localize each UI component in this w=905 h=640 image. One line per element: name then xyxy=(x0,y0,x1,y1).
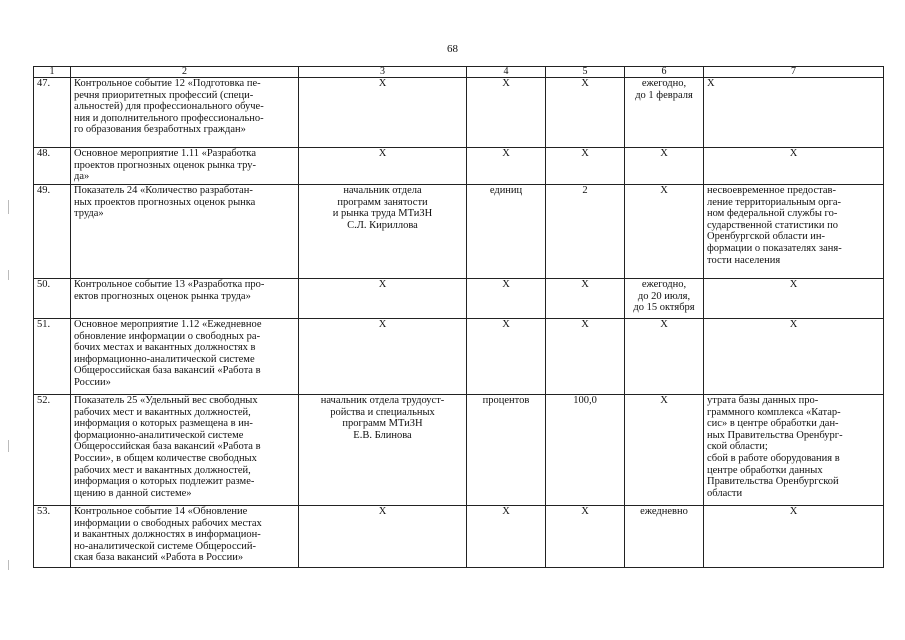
row-value: X xyxy=(546,279,625,319)
table-row xyxy=(34,395,884,506)
header-col-7: 7 xyxy=(704,67,884,78)
row-deadline: X xyxy=(625,319,704,395)
row-deadline: ежегодно, до 20 июля, до 15 октября xyxy=(625,279,704,319)
row-unit: X xyxy=(467,148,546,185)
row-risks: X xyxy=(704,279,884,319)
page-number: 68 xyxy=(447,43,458,55)
plan-table xyxy=(33,66,884,568)
row-responsible: X xyxy=(299,279,467,319)
row-value: 100,0 xyxy=(546,395,625,506)
header-col-2: 2 xyxy=(71,67,299,78)
row-deadline: ежедневно xyxy=(625,506,704,568)
row-unit: X xyxy=(467,319,546,395)
row-risks: X xyxy=(704,506,884,568)
row-risks: X xyxy=(704,319,884,395)
row-unit: X xyxy=(467,506,546,568)
row-name: Показатель 24 «Количество разработан- ных проектов прогнозных оценок рынка труда» xyxy=(71,185,299,279)
row-deadline: X xyxy=(625,185,704,279)
row-number: 51. xyxy=(34,319,71,395)
row-number: 49. xyxy=(34,185,71,279)
row-responsible: начальник отдела программ занятости и рынка труда МТиЗН С.Л. Кириллова xyxy=(299,185,467,279)
header-col-6: 6 xyxy=(625,67,704,78)
row-number: 53. xyxy=(34,506,71,568)
row-name: Основное мероприятие 1.11 «Разработка проектов прогнозных оценок рынка тру- да» xyxy=(71,148,299,185)
row-number: 48. xyxy=(34,148,71,185)
row-risks: несвоевременное предостав- ление территориальным орга- ном федеральной службы го- сударственной статистики по Оренбургской области ин- формации о показателях заня- тости населения xyxy=(704,185,884,279)
row-number: 52. xyxy=(34,395,71,506)
table-row xyxy=(34,185,884,279)
row-responsible: X xyxy=(299,506,467,568)
row-risks: утрата базы данных про- граммного комплекса «Катар- сис» в центре обработки дан- ных Правительства Оренбург- ской области; сбой в работе оборудования в центре обработки данных Правительства Оренбургской области xyxy=(704,395,884,506)
row-risks: X xyxy=(704,148,884,185)
table-row xyxy=(34,506,884,568)
row-name: Контрольное событие 12 «Подготовка пе- речня приоритетных профессий (специ- альностей) для профессионального обуче- ния и дополнительного профессионально- го образования безработных граждан» xyxy=(71,78,299,148)
row-name: Контрольное событие 13 «Разработка про- ектов прогнозных оценок рынка труда» xyxy=(71,279,299,319)
row-name: Контрольное событие 14 «Обновление информации о свободных рабочих местах и вакантных должностях в информацион- но-аналитической системе Общероссий- ская база вакансий «Работа в России» xyxy=(71,506,299,568)
header-col-4: 4 xyxy=(467,67,546,78)
row-name: Показатель 25 «Удельный вес свободных рабочих мест и вакантных должностей, информация о которых размещена в ин- формационно-аналитической системе Общероссийская база вакансий «Работа в России», в общем количестве свободных рабочих мест и вакантных должностей, информация о которых подлежит разме- щению в данной системе» xyxy=(71,395,299,506)
row-number: 50. xyxy=(34,279,71,319)
row-responsible: X xyxy=(299,319,467,395)
row-name: Основное мероприятие 1.12 «Ежедневное обновление информации о свободных ра- бочих местах и вакантных должностях в информационно-аналитической системе Общероссийская база вакансий «Работа в России» xyxy=(71,319,299,395)
row-value: X xyxy=(546,506,625,568)
row-risks: X xyxy=(704,78,884,148)
row-value: X xyxy=(546,78,625,148)
header-col-1: 1 xyxy=(34,67,71,78)
table-row xyxy=(34,279,884,319)
table-row xyxy=(34,78,884,148)
row-deadline: X xyxy=(625,148,704,185)
row-unit: X xyxy=(467,78,546,148)
row-number: 47. xyxy=(34,78,71,148)
row-value: X xyxy=(546,148,625,185)
table-row xyxy=(34,148,884,185)
header-col-5: 5 xyxy=(546,67,625,78)
header-row xyxy=(34,67,884,78)
row-value: X xyxy=(546,319,625,395)
row-unit: X xyxy=(467,279,546,319)
row-unit: единиц xyxy=(467,185,546,279)
table-row xyxy=(34,319,884,395)
row-deadline: ежегодно, до 1 февраля xyxy=(625,78,704,148)
row-unit: процентов xyxy=(467,395,546,506)
row-responsible: X xyxy=(299,78,467,148)
header-col-3: 3 xyxy=(299,67,467,78)
row-deadline: X xyxy=(625,395,704,506)
row-value: 2 xyxy=(546,185,625,279)
row-responsible: начальник отдела трудоуст- ройства и специальных программ МТиЗН Е.В. Блинова xyxy=(299,395,467,506)
row-responsible: X xyxy=(299,148,467,185)
